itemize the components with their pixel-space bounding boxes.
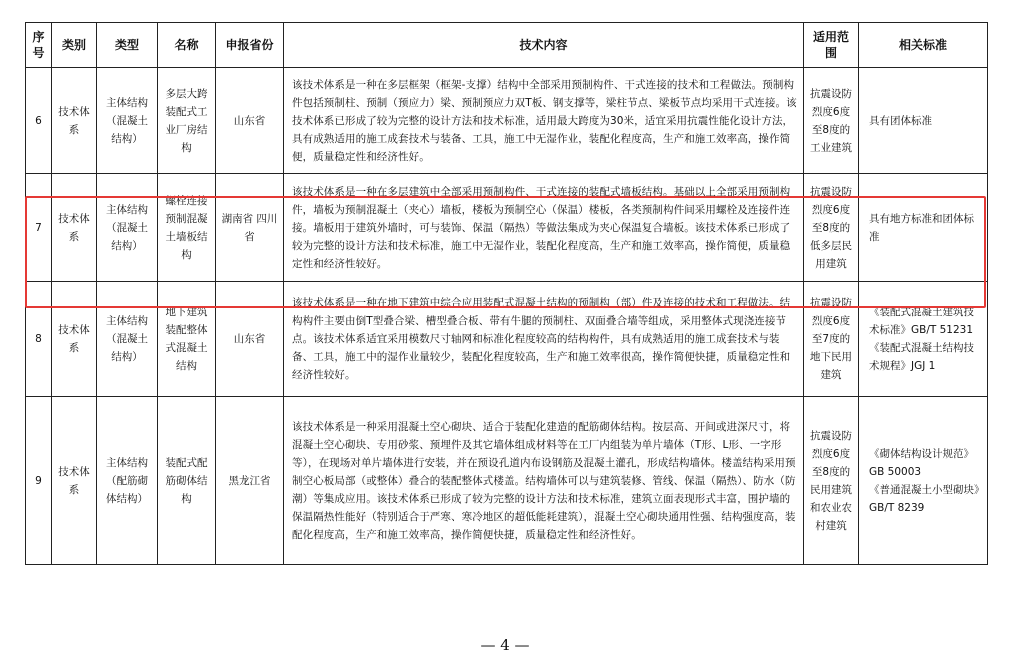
cell-standard: 《砌体结构设计规范》GB 50003 《普通混凝土小型砌块》GB/T 8239 xyxy=(859,397,988,565)
cell-category: 技术体系 xyxy=(52,282,97,397)
cell-name: 多层大跨装配式工业厂房结构 xyxy=(158,68,216,174)
cell-standard: 《装配式混凝土建筑技术标准》GB/T 51231 《装配式混凝土结构技术规程》JGJ 1 xyxy=(859,282,988,397)
header-name: 名称 xyxy=(158,23,216,68)
cell-content: 该技术体系是一种在多层建筑中全部采用预制构件、干式连接的装配式墙板结构。基础以上全部采用预制构件，墙板为预制混凝土（夹心）墙板，楼板为预制空心（保温）楼板，各类预制构件间采用螺栓及连接件连接。墙板用于建筑外墙时，可与装饰、保温（隔热）等做法集成为夹心保温复合墙板。该技术体系已形成了较为完整的设计方法和技术标准，施工中无湿作业，装配化程度高，生产和施工效率高，操作简便，质量稳定性和经济性较好。 xyxy=(284,174,804,282)
table-row xyxy=(26,282,988,397)
cell-province: 山东省 xyxy=(216,68,284,174)
cell-no: 7 xyxy=(26,174,52,282)
cell-content: 该技术体系是一种在多层框架（框架-支撑）结构中全部采用预制构件、干式连接的技术和工程做法。预制构件包括预制柱、预制（预应力）梁、预制预应力双T板、钢支撑等，梁柱节点、梁板节点均采用干式连接。该技术体系已形成了较为完整的设计方法和技术标准，适用最大跨度为30米，适宜采用抗震性能化设计方法，具有成熟适用的施工成套技术与装备、工具，施工中无湿作业，装配化程度高，生产和施工效率高，操作简便，质量稳定性和经济性好。 xyxy=(284,68,804,174)
page-number: — 4 — xyxy=(480,636,530,654)
header-content: 技术内容 xyxy=(284,23,804,68)
cell-type: 主体结构（配筋砌体结构） xyxy=(97,397,158,565)
cell-no: 6 xyxy=(26,68,52,174)
cell-province: 黑龙江省 xyxy=(216,397,284,565)
cell-category: 技术体系 xyxy=(52,68,97,174)
cell-no: 9 xyxy=(26,397,52,565)
cell-type: 主体结构（混凝土结构） xyxy=(97,68,158,174)
header-standard: 相关标准 xyxy=(859,23,988,68)
cell-scope: 抗震设防烈度6度至7度的地下民用建筑 xyxy=(804,282,859,397)
cell-standard: 具有地方标准和团体标准 xyxy=(859,174,988,282)
cell-content: 该技术体系是一种采用混凝土空心砌块、适合于装配化建造的配筋砌体结构。按层高、开间或进深尺寸，将混凝土空心砌块、专用砂浆、预埋件及其它墙体组成材料等在工厂内组装为单片墙体（T形、L形、一字形等），在现场对单片墙体进行安装，并在预设孔道内布设钢筋及混凝土灌孔，形成结构墙体。楼盖结构采用预制空心板局部（或整体）叠合的装配整体式楼盖。结构墙体可以与建筑装修、管线、保温（隔热）、防水（防潮）等集成应用。该技术体系已形成了较为完整的设计方法和技术标准，建筑立面表现形式丰富，围护墙的保温隔热性能好（特别适合于严寒、寒冷地区的超低能耗建筑），混凝土空心砌块通用性强、结构强度高，装配化程度高，生产和施工效率高，操作简便快捷，质量稳定性和经济性好。 xyxy=(284,397,804,565)
cell-type: 主体结构（混凝土结构） xyxy=(97,174,158,282)
header-no: 序号 xyxy=(26,23,52,68)
cell-category: 技术体系 xyxy=(52,174,97,282)
cell-type: 主体结构（混凝土结构） xyxy=(97,282,158,397)
technology-table xyxy=(25,22,988,565)
cell-name: 地下建筑装配整体式混凝土结构 xyxy=(158,282,216,397)
header-province: 申报省份 xyxy=(216,23,284,68)
cell-content: 该技术体系是一种在地下建筑中综合应用装配式混凝土结构的预制构（部）件及连接的技术和工程做法。结构构件主要由倒T型叠合梁、槽型叠合板、带有牛腿的预制柱、双面叠合墙等组成，采用整体式现浇连接节点。该技术体系适宜采用模数尺寸轴网和标准化程度较高的结构构件，具有成熟适用的施工成套技术与装备、工具，施工中的湿作业量较少，装配化程度较高，生产和施工效率很高，操作简便快捷，质量稳定性和经济性较好。 xyxy=(284,282,804,397)
header-row xyxy=(26,23,988,68)
cell-standard: 具有团体标准 xyxy=(859,68,988,174)
cell-scope: 抗震设防烈度6度至8度的民用建筑和农业农村建筑 xyxy=(804,397,859,565)
cell-scope: 抗震设防烈度6度至8度的低多层民用建筑 xyxy=(804,174,859,282)
cell-province: 山东省 xyxy=(216,282,284,397)
header-type: 类型 xyxy=(97,23,158,68)
header-scope: 适用范围 xyxy=(804,23,859,68)
table-row xyxy=(26,174,988,282)
cell-name: 装配式配筋砌体结构 xyxy=(158,397,216,565)
cell-name: 螺栓连接预制混凝土墙板结构 xyxy=(158,174,216,282)
cell-category: 技术体系 xyxy=(52,397,97,565)
table-row xyxy=(26,397,988,565)
cell-province: 湖南省 四川省 xyxy=(216,174,284,282)
cell-no: 8 xyxy=(26,282,52,397)
cell-scope: 抗震设防烈度6度至8度的工业建筑 xyxy=(804,68,859,174)
header-category: 类别 xyxy=(52,23,97,68)
table-row xyxy=(26,68,988,174)
